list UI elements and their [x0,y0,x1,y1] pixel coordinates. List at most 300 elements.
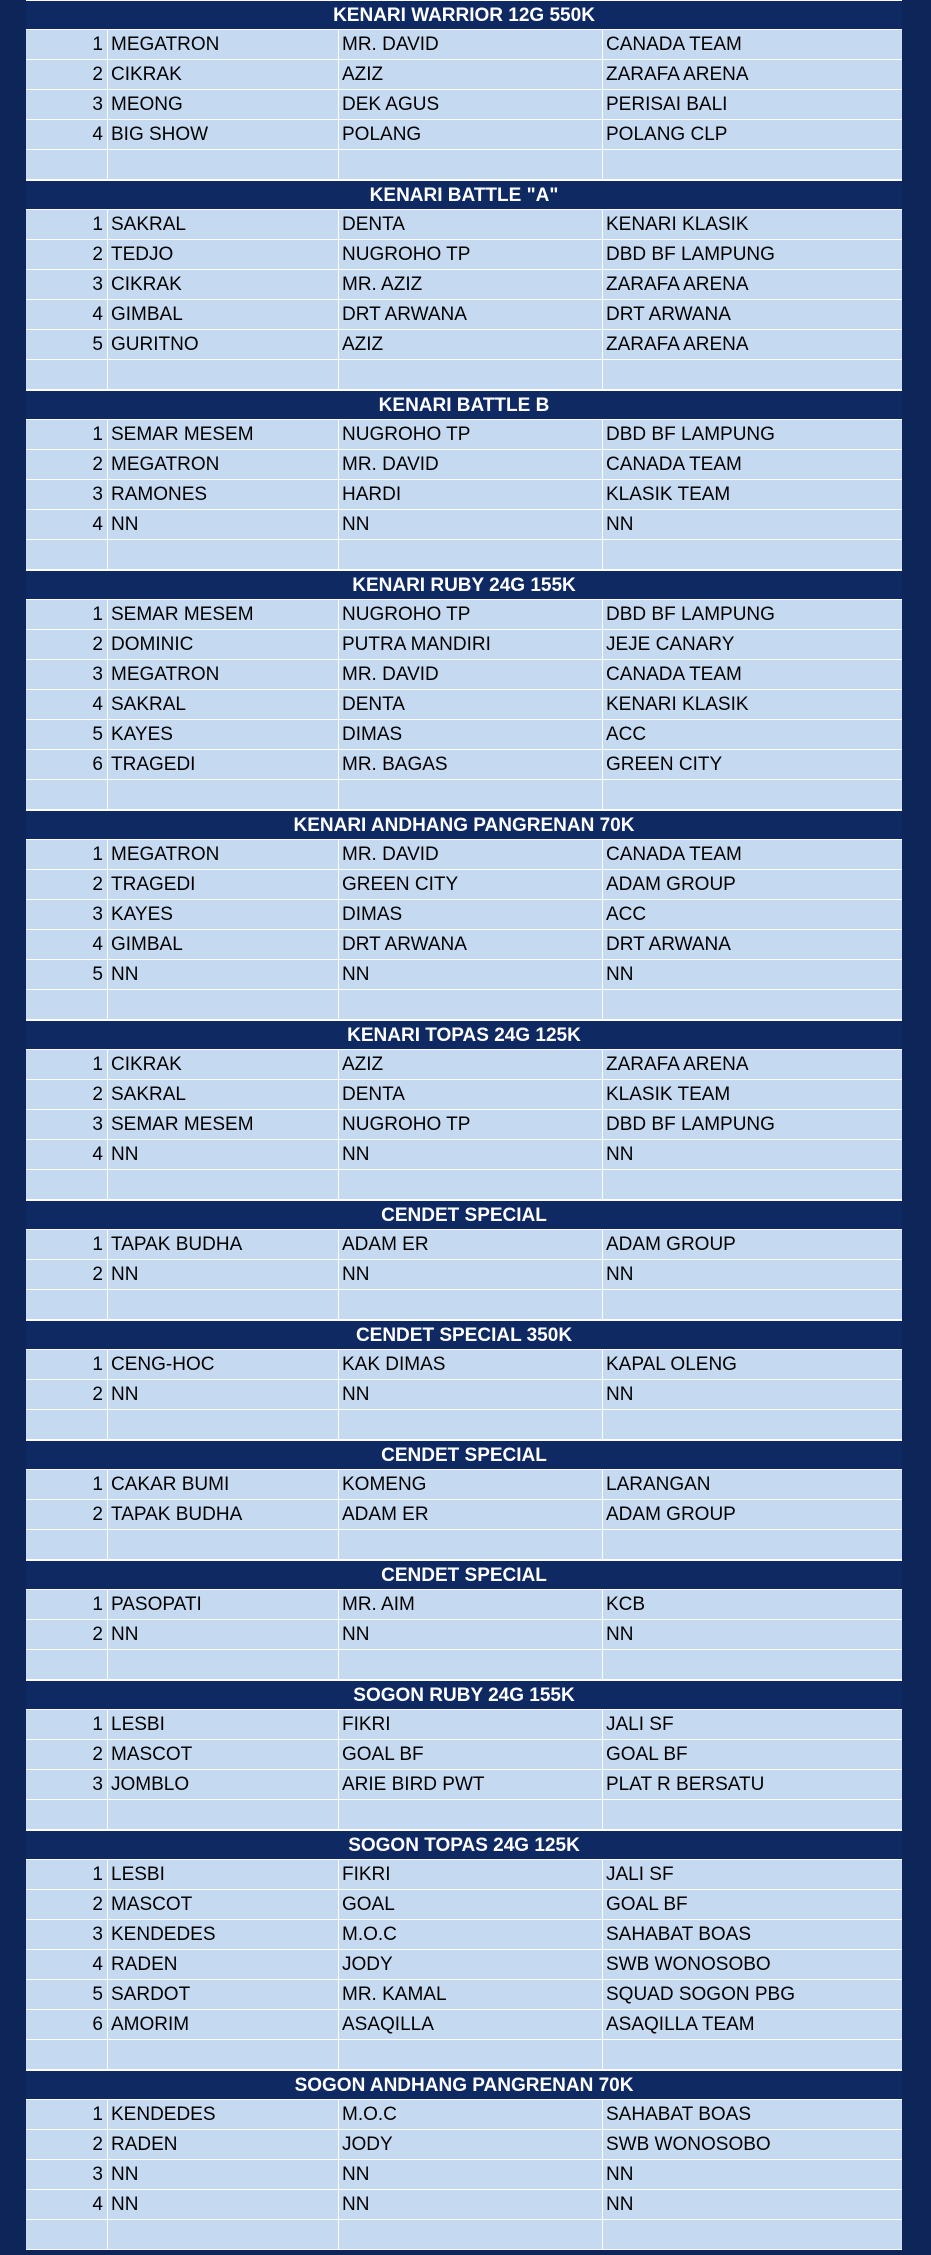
rank-cell: 2 [26,1740,108,1769]
team-cell: CANADA TEAM [606,664,742,685]
result-row [26,1080,902,1110]
team-cell: SAHABAT BOAS [606,1924,752,1945]
blank-cell [339,1410,603,1439]
owner-cell: NN [339,510,603,539]
blank-cell [339,2220,603,2249]
team-cell: DRT ARWANA [606,934,731,955]
rank-cell: 4 [26,1950,108,1979]
bird-name-cell: CIKRAK [108,270,339,299]
rank-cell: 1 [26,1710,108,1739]
owner-cell: AZIZ [339,1050,603,1079]
team-cell: POLANG CLP [606,124,728,145]
owner-cell: MR. DAVID [339,450,603,479]
rank-cell: 5 [26,720,108,749]
team-cell: JEJE CANARY [606,634,735,655]
owner-cell: NN [339,1620,603,1649]
owner-cell: KAK DIMAS [339,1350,603,1379]
blank-cell [603,2220,902,2249]
result-row [26,1770,902,1800]
blank-cell [339,360,603,389]
bird-name-cell: NN [108,1140,339,1169]
owner-cell: JODY [339,2130,603,2159]
blank-cell [603,780,902,809]
team-cell: KCB [606,1594,646,1615]
bird-name-cell: JOMBLO [108,1770,339,1799]
rank-cell: 1 [26,2100,108,2129]
blank-cell [603,1530,902,1559]
owner-cell: PUTRA MANDIRI [339,630,603,659]
result-section [26,180,902,390]
rank-cell: 1 [26,1860,108,1889]
owner-cell: NN [339,960,603,989]
team-cell: GOAL BF [606,1744,688,1765]
blank-cell [26,1650,108,1679]
rank-cell: 3 [26,270,108,299]
result-row [26,300,902,330]
bird-name-cell: PASOPATI [108,1590,339,1619]
team-cell: SWB WONOSOBO [606,1954,771,1975]
bird-name-cell: AMORIM [108,2010,339,2039]
bird-name-cell: RADEN [108,2130,339,2159]
team-cell: KLASIK TEAM [606,484,731,505]
blank-cell [26,1170,108,1199]
owner-cell: MR. BAGAS [339,750,603,779]
result-row [26,750,902,780]
blank-cell [26,990,108,1019]
bird-name-cell: SAKRAL [108,210,339,239]
rank-cell: 2 [26,2130,108,2159]
owner-cell: ASAQILLA [339,2010,603,2039]
owner-cell: NUGROHO TP [339,240,603,269]
team-cell: ZARAFA ARENA [606,64,749,85]
owner-cell: M.O.C [339,2100,603,2129]
result-row [26,1380,902,1410]
team-cell: NN [606,2194,634,2215]
team-cell: NN [606,1624,634,1645]
team-cell: ZARAFA ARENA [606,334,749,355]
result-row [26,720,902,750]
owner-cell: DIMAS [339,900,603,929]
team-cell: KENARI KLASIK [606,694,749,715]
rank-cell: 3 [26,660,108,689]
bird-name-cell: NN [108,1260,339,1289]
team-cell: NN [606,2164,634,2185]
blank-cell [339,1170,603,1199]
owner-cell: GOAL BF [339,1740,603,1769]
bird-name-cell: MEONG [108,90,339,119]
team-cell: ACC [606,904,647,925]
bird-name-cell: TRAGEDI [108,870,339,899]
section-title: CENDET SPECIAL 350K [26,1320,902,1350]
result-section [26,1830,902,2070]
result-row [26,510,902,540]
owner-cell: NN [339,1140,603,1169]
rank-cell: 2 [26,1500,108,1529]
blank-cell [603,540,902,569]
team-cell: GOAL BF [606,1894,688,1915]
section-title: CENDET SPECIAL [26,1560,902,1590]
rank-cell: 3 [26,2160,108,2189]
result-section [26,1320,902,1440]
section-title: SOGON RUBY 24G 155K [26,1680,902,1710]
rank-cell: 2 [26,1080,108,1109]
team-cell: DBD BF LAMPUNG [606,424,775,445]
team-cell: CANADA TEAM [606,454,742,475]
blank-row [26,1290,902,1320]
blank-row [26,780,902,810]
result-row [26,1920,902,1950]
result-row [26,1350,902,1380]
rank-cell: 3 [26,90,108,119]
team-cell: PERISAI BALI [606,94,728,115]
results-sheet [26,0,902,2250]
owner-cell: FIKRI [339,1860,603,1889]
result-row [26,2130,902,2160]
blank-cell [339,990,603,1019]
blank-cell [108,150,339,179]
result-row [26,1260,902,1290]
blank-cell [108,1410,339,1439]
blank-cell [339,2040,603,2069]
bird-name-cell: MEGATRON [108,840,339,869]
rank-cell: 4 [26,2190,108,2219]
result-row [26,1980,902,2010]
owner-cell: FIKRI [339,1710,603,1739]
section-title: KENARI RUBY 24G 155K [26,570,902,600]
team-cell: NN [606,1144,634,1165]
owner-cell: DENTA [339,1080,603,1109]
blank-cell [603,360,902,389]
owner-cell: NN [339,1380,603,1409]
team-cell: GREEN CITY [606,754,723,775]
blank-cell [26,360,108,389]
blank-cell [339,1650,603,1679]
rank-cell: 4 [26,300,108,329]
owner-cell: DIMAS [339,720,603,749]
result-section [26,1200,902,1320]
team-cell: KENARI KLASIK [606,214,749,235]
blank-cell [603,1650,902,1679]
bird-name-cell: LESBI [108,1710,339,1739]
owner-cell: JODY [339,1950,603,1979]
rank-cell: 4 [26,120,108,149]
result-row [26,1740,902,1770]
team-cell: NN [606,964,634,985]
owner-cell: POLANG [339,120,603,149]
blank-cell [26,2040,108,2069]
bird-name-cell: MEGATRON [108,30,339,59]
blank-row [26,1650,902,1680]
bird-name-cell: KENDEDES [108,1920,339,1949]
blank-cell [603,2040,902,2069]
section-title: KENARI BATTLE "A" [26,180,902,210]
bird-name-cell: TAPAK BUDHA [108,1230,339,1259]
bird-name-cell: LESBI [108,1860,339,1889]
team-cell: ACC [606,724,647,745]
result-row [26,1590,902,1620]
bird-name-cell: TEDJO [108,240,339,269]
blank-cell [108,360,339,389]
owner-cell: MR. DAVID [339,840,603,869]
blank-cell [26,1290,108,1319]
bird-name-cell: NN [108,1380,339,1409]
bird-name-cell: NN [108,1620,339,1649]
section-title: KENARI WARRIOR 12G 550K [26,0,902,30]
owner-cell: M.O.C [339,1920,603,1949]
bird-name-cell: KENDEDES [108,2100,339,2129]
result-row [26,1050,902,1080]
team-cell: DBD BF LAMPUNG [606,244,775,265]
rank-cell: 1 [26,420,108,449]
owner-cell: KOMENG [339,1470,603,1499]
bird-name-cell: CENG-HOC [108,1350,339,1379]
bird-name-cell: DOMINIC [108,630,339,659]
rank-cell: 4 [26,930,108,959]
owner-cell: NN [339,2160,603,2189]
bird-name-cell: TAPAK BUDHA [108,1500,339,1529]
blank-cell [339,150,603,179]
blank-cell [26,1410,108,1439]
result-row [26,270,902,300]
rank-cell: 5 [26,960,108,989]
result-row [26,420,902,450]
owner-cell: ARIE BIRD PWT [339,1770,603,1799]
result-section [26,570,902,810]
result-row [26,840,902,870]
blank-row [26,1410,902,1440]
team-cell: SQUAD SOGON PBG [606,1984,795,2005]
bird-name-cell: NN [108,2190,339,2219]
owner-cell: NN [339,1260,603,1289]
blank-cell [108,2220,339,2249]
owner-cell: DRT ARWANA [339,300,603,329]
blank-cell [108,990,339,1019]
owner-cell: AZIZ [339,60,603,89]
bird-name-cell: RAMONES [108,480,339,509]
team-cell: DBD BF LAMPUNG [606,604,775,625]
bird-name-cell: CAKAR BUMI [108,1470,339,1499]
owner-cell: MR. AIM [339,1590,603,1619]
blank-cell [603,990,902,1019]
result-row [26,480,902,510]
team-cell: DRT ARWANA [606,304,731,325]
bird-name-cell: MEGATRON [108,660,339,689]
rank-cell: 1 [26,1230,108,1259]
bird-name-cell: RADEN [108,1950,339,1979]
owner-cell: GOAL [339,1890,603,1919]
team-cell: CANADA TEAM [606,34,742,55]
owner-cell: MR. AZIZ [339,270,603,299]
blank-cell [26,150,108,179]
blank-cell [108,1650,339,1679]
result-row [26,2100,902,2130]
rank-cell: 2 [26,1380,108,1409]
bird-name-cell: MASCOT [108,1740,339,1769]
result-section [26,1680,902,1830]
owner-cell: NUGROHO TP [339,1110,603,1139]
rank-cell: 1 [26,1050,108,1079]
result-row [26,630,902,660]
blank-cell [603,1410,902,1439]
result-row [26,1710,902,1740]
bird-name-cell: SEMAR MESEM [108,420,339,449]
owner-cell: DENTA [339,690,603,719]
owner-cell: NUGROHO TP [339,600,603,629]
result-row [26,1140,902,1170]
result-section [26,810,902,1020]
team-cell: NN [606,514,634,535]
result-row [26,930,902,960]
rank-cell: 2 [26,1620,108,1649]
rank-cell: 4 [26,1140,108,1169]
rank-cell: 1 [26,1470,108,1499]
section-title: SOGON TOPAS 24G 125K [26,1830,902,1860]
owner-cell: MR. DAVID [339,30,603,59]
team-cell: ZARAFA ARENA [606,1054,749,1075]
team-cell: ASAQILLA TEAM [606,2014,755,2035]
blank-cell [339,780,603,809]
blank-cell [339,1290,603,1319]
rank-cell: 1 [26,1590,108,1619]
bird-name-cell: NN [108,960,339,989]
owner-cell: DRT ARWANA [339,930,603,959]
result-row [26,2190,902,2220]
rank-cell: 1 [26,30,108,59]
bird-name-cell: MASCOT [108,1890,339,1919]
result-section [26,1560,902,1680]
blank-cell [108,780,339,809]
rank-cell: 2 [26,630,108,659]
owner-cell: ADAM ER [339,1230,603,1259]
blank-cell [108,540,339,569]
bird-name-cell: NN [108,2160,339,2189]
bird-name-cell: GURITNO [108,330,339,359]
rank-cell: 4 [26,690,108,719]
result-row [26,1620,902,1650]
rank-cell: 6 [26,750,108,779]
bird-name-cell: SAKRAL [108,690,339,719]
result-row [26,1860,902,1890]
blank-row [26,1170,902,1200]
bird-name-cell: GIMBAL [108,930,339,959]
blank-cell [26,780,108,809]
blank-row [26,1800,902,1830]
blank-cell [26,2220,108,2249]
result-row [26,600,902,630]
blank-cell [26,1800,108,1829]
bird-name-cell: NN [108,510,339,539]
blank-cell [108,1530,339,1559]
bird-name-cell: SEMAR MESEM [108,600,339,629]
result-row [26,120,902,150]
rank-cell: 2 [26,450,108,479]
rank-cell: 3 [26,900,108,929]
rank-cell: 2 [26,60,108,89]
bird-name-cell: SEMAR MESEM [108,1110,339,1139]
rank-cell: 1 [26,210,108,239]
team-cell: DBD BF LAMPUNG [606,1114,775,1135]
blank-cell [603,150,902,179]
result-section [26,390,902,570]
bird-name-cell: KAYES [108,900,339,929]
owner-cell: ADAM ER [339,1500,603,1529]
rank-cell: 2 [26,870,108,899]
team-cell: CANADA TEAM [606,844,742,865]
result-row [26,1470,902,1500]
section-title: KENARI ANDHANG PANGRENAN 70K [26,810,902,840]
blank-cell [603,1290,902,1319]
blank-row [26,990,902,1020]
owner-cell: DENTA [339,210,603,239]
result-row [26,960,902,990]
section-title: CENDET SPECIAL [26,1440,902,1470]
result-row [26,2010,902,2040]
team-cell: NN [606,1264,634,1285]
rank-cell: 5 [26,330,108,359]
section-title: KENARI TOPAS 24G 125K [26,1020,902,1050]
owner-cell: HARDI [339,480,603,509]
blank-row [26,360,902,390]
team-cell: ADAM GROUP [606,874,736,895]
result-row [26,900,902,930]
team-cell: ADAM GROUP [606,1234,736,1255]
bird-name-cell: GIMBAL [108,300,339,329]
team-cell: PLAT R BERSATU [606,1774,765,1795]
result-row [26,660,902,690]
result-section [26,1020,902,1200]
blank-cell [108,1170,339,1199]
result-row [26,30,902,60]
rank-cell: 6 [26,2010,108,2039]
blank-cell [603,1170,902,1199]
blank-row [26,1530,902,1560]
blank-cell [339,540,603,569]
result-row [26,330,902,360]
bird-name-cell: MEGATRON [108,450,339,479]
rank-cell: 2 [26,240,108,269]
result-row [26,1110,902,1140]
blank-cell [26,540,108,569]
rank-cell: 3 [26,1770,108,1799]
result-row [26,1950,902,1980]
owner-cell: DEK AGUS [339,90,603,119]
rank-cell: 3 [26,1920,108,1949]
blank-cell [339,1530,603,1559]
blank-cell [603,1800,902,1829]
blank-cell [108,1290,339,1319]
rank-cell: 1 [26,1350,108,1379]
rank-cell: 3 [26,480,108,509]
section-title: CENDET SPECIAL [26,1200,902,1230]
team-cell: JALI SF [606,1714,674,1735]
section-title: SOGON ANDHANG PANGRENAN 70K [26,2070,902,2100]
result-section [26,1440,902,1560]
blank-cell [108,2040,339,2069]
result-row [26,690,902,720]
team-cell: ADAM GROUP [606,1504,736,1525]
owner-cell: MR. KAMAL [339,1980,603,2009]
team-cell: ZARAFA ARENA [606,274,749,295]
bird-name-cell: KAYES [108,720,339,749]
blank-cell [339,1800,603,1829]
blank-cell [26,1530,108,1559]
blank-row [26,2220,902,2250]
result-row [26,210,902,240]
team-cell: KLASIK TEAM [606,1084,731,1105]
owner-cell: MR. DAVID [339,660,603,689]
rank-cell: 3 [26,1110,108,1139]
owner-cell: GREEN CITY [339,870,603,899]
